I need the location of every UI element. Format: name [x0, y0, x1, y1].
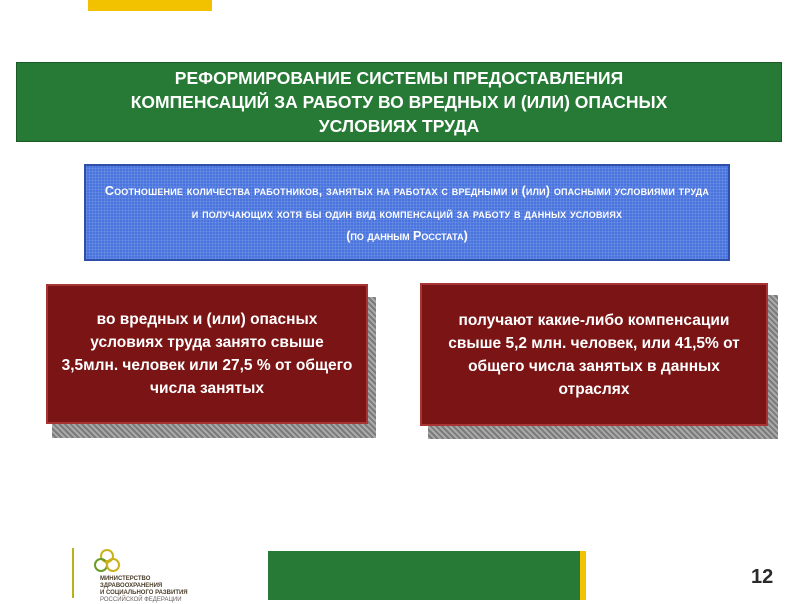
left-stat-text: во вредных и (или) опасных условиях труда занято свыше 3,5млн. человек или 27,5 % от общего числа занятых [61, 311, 353, 397]
slide-title [16, 62, 782, 142]
footer-green-bar [268, 551, 586, 600]
logo-line-3: И СОЦИАЛЬНОГО РАЗВИТИЯ [100, 590, 188, 596]
footer-yellow-edge [580, 551, 586, 600]
subtitle-source: (по данным Росстата) [346, 228, 468, 243]
ministry-logo [72, 548, 250, 603]
ministry-emblem-icon [92, 548, 122, 576]
logo-line-1: МИНИСТЕРСТВО [100, 576, 151, 582]
left-stat-card [46, 284, 368, 424]
logo-line-2: ЗДРАВООХРАНЕНИЯ [100, 583, 163, 589]
logo-subline: РОССИЙСКОЙ ФЕДЕРАЦИИ [100, 597, 182, 603]
title-line-1: РЕФОРМИРОВАНИЕ СИСТЕМЫ ПРЕДОСТАВЛЕНИЯ [174, 68, 624, 88]
subtitle-box [84, 164, 730, 261]
subtitle-text: Соотношение количества работников, занятых на работах с вредными и (или) опасными условиями труда и получающих хотя бы один вид компенсаций за работу в данных условиях [104, 183, 710, 221]
page-number: 12 [751, 566, 774, 588]
right-stat-card [420, 283, 768, 426]
top-accent-bar [88, 0, 212, 11]
title-line-2: КОМПЕНСАЦИЙ ЗА РАБОТУ ВО ВРЕДНЫХ И (ИЛИ) ОПАСНЫХ [130, 92, 668, 112]
title-line-3: УСЛОВИЯХ ТРУДА [318, 116, 480, 136]
right-stat-text: получают какие-либо компенсации свыше 5,2 млн. человек, или 41,5% от общего числа занятых в данных отраслях [448, 311, 740, 398]
